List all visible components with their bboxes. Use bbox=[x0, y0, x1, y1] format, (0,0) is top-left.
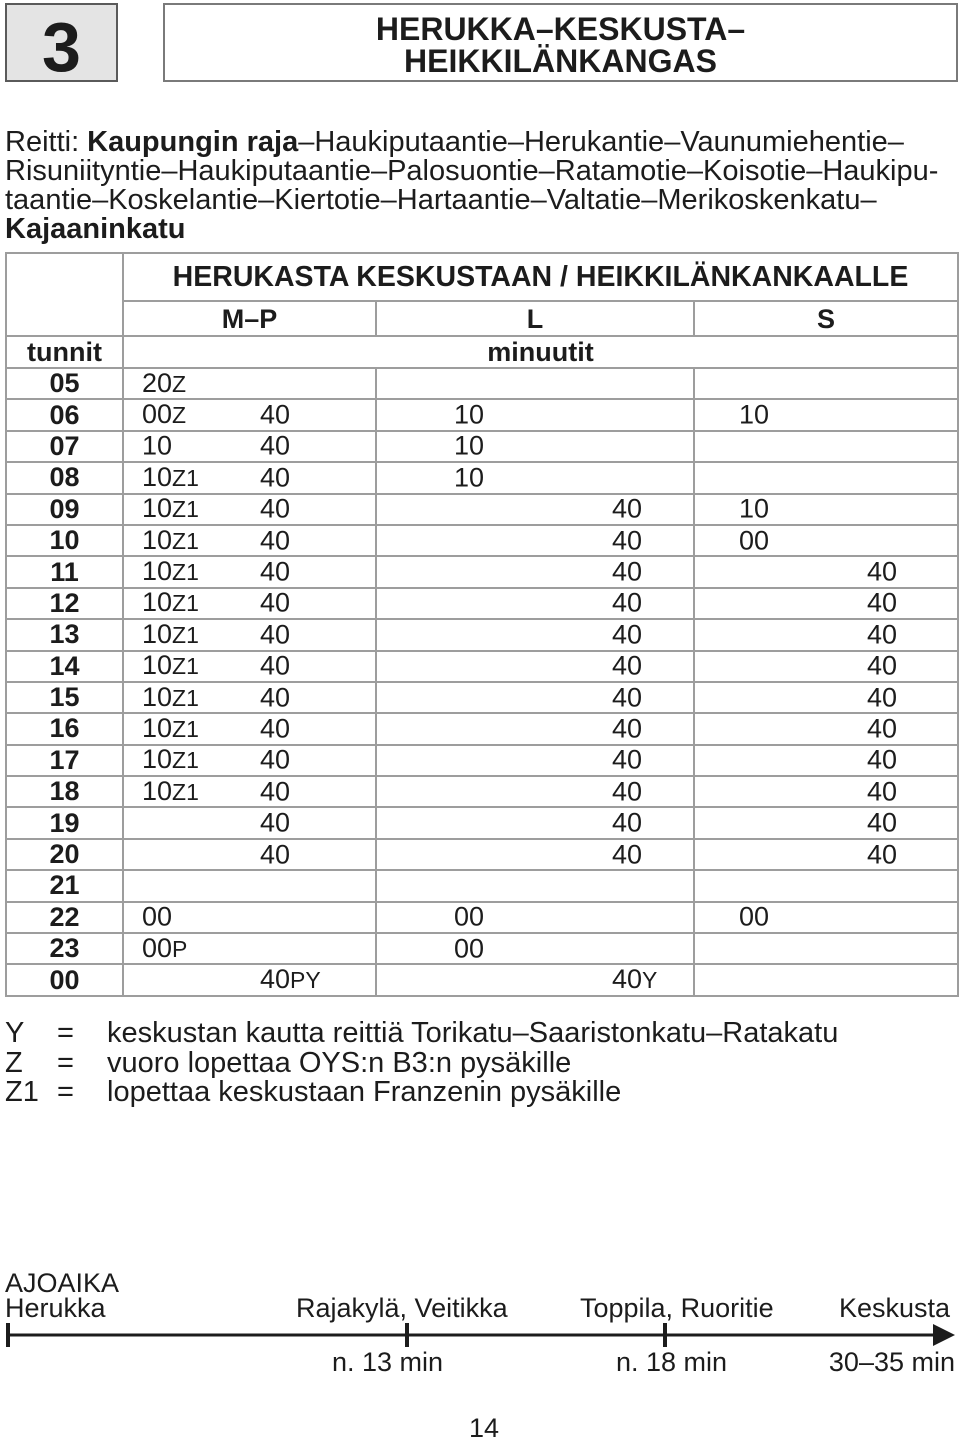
departure-minute bbox=[612, 556, 643, 587]
route-number: 3 bbox=[42, 8, 81, 82]
mp-minutes-cell bbox=[123, 902, 376, 933]
s-minutes-cell bbox=[694, 964, 958, 995]
minute-value: 40 bbox=[612, 807, 643, 838]
departure-minute bbox=[260, 684, 290, 711]
stop-label-keskusta: Keskusta bbox=[838, 1293, 950, 1323]
departure-minute bbox=[142, 589, 199, 617]
hour-cell: 00 bbox=[6, 964, 123, 995]
mp-minutes-cell bbox=[123, 776, 376, 807]
note-suffix: Z1 bbox=[172, 559, 199, 586]
l-minutes-cell bbox=[376, 902, 694, 933]
hour-cell: 10 bbox=[6, 525, 123, 556]
departure-minute bbox=[260, 650, 291, 681]
timetable-row bbox=[6, 651, 958, 682]
departure-minute bbox=[867, 587, 898, 618]
departure-minute bbox=[260, 587, 291, 618]
timetable-row bbox=[6, 399, 958, 430]
l-minutes-cell bbox=[376, 462, 694, 493]
travel-time-2: n. 18 min bbox=[616, 1347, 728, 1377]
mp-minutes-cell bbox=[123, 870, 376, 901]
mp-minutes-cell bbox=[123, 556, 376, 587]
hour-cell: 14 bbox=[6, 651, 123, 682]
hour-cell: 16 bbox=[6, 713, 123, 744]
departure-minute bbox=[612, 966, 657, 994]
minute-value: 10 bbox=[142, 587, 173, 618]
departure-minute bbox=[142, 681, 199, 712]
mp-minutes-cell bbox=[123, 807, 376, 838]
minute-value: 10 bbox=[454, 399, 485, 430]
timetable-row bbox=[6, 556, 958, 587]
minute-value: 10 bbox=[142, 618, 173, 649]
minute-value: 10 bbox=[142, 775, 173, 806]
hour-cell: 12 bbox=[6, 588, 123, 619]
l-minutes-cell bbox=[376, 588, 694, 619]
mp-minutes-cell bbox=[123, 399, 376, 430]
minute-value: 10 bbox=[739, 399, 770, 430]
s-minutes-cell bbox=[694, 368, 958, 399]
route-title-line-1: HERUKKA–KESKUSTA– bbox=[375, 10, 746, 47]
departure-minute bbox=[739, 493, 770, 524]
timetable-row bbox=[6, 839, 958, 870]
day-column-sunday: S bbox=[694, 301, 958, 336]
minute-value: 40 bbox=[260, 493, 291, 524]
route-label: Reitti: bbox=[5, 126, 80, 158]
minute-value: 40 bbox=[867, 713, 898, 744]
note-suffix: Z bbox=[172, 402, 187, 429]
departure-minute bbox=[142, 652, 199, 680]
minute-value: 40 bbox=[260, 619, 291, 650]
route-start-stop: Kaupungin raja bbox=[87, 126, 299, 158]
departure-minute bbox=[612, 587, 643, 618]
departure-minute bbox=[142, 401, 186, 429]
minute-value: 40 bbox=[260, 525, 291, 556]
mp-minutes-cell bbox=[123, 839, 376, 870]
timeline-arrowhead bbox=[933, 1324, 955, 1346]
departure-minute bbox=[142, 495, 199, 523]
departure-minute bbox=[454, 430, 485, 461]
departure-minute bbox=[454, 399, 485, 430]
departure-minute bbox=[867, 744, 898, 775]
note-suffix: Z1 bbox=[172, 684, 199, 711]
minute-value: 40 bbox=[612, 650, 643, 681]
departure-minute bbox=[142, 932, 188, 963]
legend-key: Z bbox=[5, 1046, 23, 1079]
minute-value: 10 bbox=[142, 681, 173, 712]
minute-value: 40 bbox=[612, 619, 643, 650]
minute-value: 40 bbox=[260, 399, 291, 430]
mp-minutes-cell bbox=[123, 619, 376, 650]
corner-cell bbox=[6, 253, 123, 336]
route-number-box bbox=[5, 3, 118, 82]
timetable-header bbox=[6, 253, 958, 368]
minute-value: 10 bbox=[739, 493, 770, 524]
l-minutes-cell bbox=[376, 525, 694, 556]
hour-cell: 18 bbox=[6, 776, 123, 807]
hour-cell: 21 bbox=[6, 870, 123, 901]
note-suffix: Z1 bbox=[172, 747, 199, 774]
timetable-row bbox=[6, 588, 958, 619]
minute-value: 40 bbox=[612, 493, 643, 524]
hour-cell: 08 bbox=[6, 462, 123, 493]
minute-value: 10 bbox=[454, 430, 485, 461]
departure-minute bbox=[142, 367, 187, 398]
minute-value: 40 bbox=[867, 744, 898, 775]
minute-value: 00 bbox=[142, 399, 173, 430]
day-column-weekdays: M–P bbox=[123, 301, 376, 336]
hour-cell: 19 bbox=[6, 807, 123, 838]
timetable-row bbox=[6, 933, 958, 964]
departure-minute bbox=[260, 715, 290, 742]
minute-value: 40 bbox=[612, 964, 643, 995]
s-minutes-cell bbox=[694, 839, 958, 870]
mp-minutes-cell bbox=[123, 651, 376, 682]
minute-value: 40 bbox=[867, 776, 898, 807]
s-minutes-cell bbox=[694, 807, 958, 838]
departure-minute bbox=[142, 524, 199, 555]
timetable-row bbox=[6, 619, 958, 650]
departure-minute bbox=[142, 618, 199, 649]
timetable-row bbox=[6, 462, 958, 493]
minute-value: 40 bbox=[260, 430, 291, 461]
s-minutes-cell bbox=[694, 588, 958, 619]
minutes-header: minuutit bbox=[123, 336, 958, 368]
departure-minute bbox=[612, 715, 642, 742]
minute-value: 00 bbox=[454, 901, 485, 932]
l-minutes-cell bbox=[376, 494, 694, 525]
timetable-row bbox=[6, 807, 958, 838]
timetable-row bbox=[6, 964, 958, 995]
route-line-3: taantie–Koskelantie–Kiertotie–Hartaantie–Valtatie–Merikoskenkatu– bbox=[5, 184, 877, 216]
l-minutes-cell bbox=[376, 619, 694, 650]
departure-minute bbox=[612, 493, 643, 524]
departure-minute bbox=[867, 621, 897, 648]
hour-cell: 09 bbox=[6, 494, 123, 525]
departure-minute bbox=[867, 650, 898, 681]
travel-time-line bbox=[0, 1315, 960, 1355]
mp-minutes-cell bbox=[123, 682, 376, 713]
hour-cell: 11 bbox=[6, 556, 123, 587]
departure-minute bbox=[739, 527, 769, 554]
minute-value: 00 bbox=[142, 932, 173, 963]
route-title-box bbox=[163, 3, 958, 82]
minute-value: 40 bbox=[867, 650, 898, 681]
departure-minute bbox=[454, 464, 484, 491]
minute-value: 40 bbox=[260, 713, 291, 744]
mp-minutes-cell bbox=[123, 964, 376, 995]
s-minutes-cell bbox=[694, 870, 958, 901]
departure-minute bbox=[142, 712, 199, 743]
l-minutes-cell bbox=[376, 682, 694, 713]
minute-value: 40 bbox=[612, 525, 643, 556]
departure-minute bbox=[260, 807, 291, 838]
note-suffix: PY bbox=[290, 967, 321, 994]
l-minutes-cell bbox=[376, 776, 694, 807]
timetable-row bbox=[6, 431, 958, 462]
departure-minute bbox=[867, 841, 897, 868]
departure-minute bbox=[260, 493, 291, 524]
s-minutes-cell bbox=[694, 494, 958, 525]
s-minutes-cell bbox=[694, 525, 958, 556]
timetable-row bbox=[6, 776, 958, 807]
hour-cell: 17 bbox=[6, 745, 123, 776]
legend-item bbox=[5, 1078, 955, 1108]
note-suffix: Z1 bbox=[172, 653, 199, 680]
minute-value: 40 bbox=[260, 587, 291, 618]
l-minutes-cell bbox=[376, 713, 694, 744]
departure-minute bbox=[260, 778, 290, 805]
minute-value: 40 bbox=[260, 556, 291, 587]
departure-minute bbox=[612, 650, 643, 681]
timetable-row bbox=[6, 902, 958, 933]
s-minutes-cell bbox=[694, 713, 958, 744]
departure-minute bbox=[612, 744, 643, 775]
departure-minute bbox=[142, 901, 173, 932]
s-minutes-cell bbox=[694, 933, 958, 964]
minute-value: 40 bbox=[867, 807, 898, 838]
l-minutes-cell bbox=[376, 807, 694, 838]
departure-minute bbox=[867, 556, 898, 587]
legend-key: Y bbox=[5, 1017, 25, 1049]
s-minutes-cell bbox=[694, 619, 958, 650]
note-suffix: Z1 bbox=[172, 496, 199, 523]
departure-minute bbox=[142, 558, 199, 586]
departure-minute bbox=[612, 841, 642, 868]
stop-label-rajakyla: Rajakylä, Veitikka bbox=[296, 1293, 508, 1323]
travel-time-1: n. 13 min bbox=[332, 1347, 444, 1377]
travel-time-title: AJOAIKA bbox=[5, 1268, 120, 1298]
departure-minute bbox=[260, 556, 291, 587]
mp-minutes-cell bbox=[123, 525, 376, 556]
departure-minute bbox=[867, 684, 897, 711]
l-minutes-cell bbox=[376, 933, 694, 964]
departure-minute bbox=[260, 621, 290, 648]
note-suffix: Z1 bbox=[172, 527, 199, 554]
minute-value: 40 bbox=[260, 776, 291, 807]
route-line-2: Risuniityntie–Haukiputaantie–Palosuontie–Ratamotie–Koisotie–Haukipu- bbox=[5, 155, 939, 187]
minute-value: 40 bbox=[612, 776, 643, 807]
minute-value: 00 bbox=[739, 525, 770, 556]
departure-minute bbox=[612, 621, 642, 648]
minute-value: 40 bbox=[260, 650, 291, 681]
departure-minute bbox=[260, 464, 290, 491]
mp-minutes-cell bbox=[123, 588, 376, 619]
note-suffix: P bbox=[172, 935, 188, 962]
departure-minute bbox=[867, 807, 898, 838]
minute-value: 40 bbox=[612, 713, 643, 744]
departure-minute bbox=[260, 966, 321, 994]
minute-value: 40 bbox=[260, 839, 291, 870]
timetable-row bbox=[6, 870, 958, 901]
minute-value: 10 bbox=[142, 712, 173, 743]
l-minutes-cell bbox=[376, 870, 694, 901]
minute-value: 40 bbox=[612, 839, 643, 870]
page-number: 14 bbox=[469, 1413, 500, 1443]
route-end-stop: Kajaaninkatu bbox=[5, 213, 186, 245]
timetable-row bbox=[6, 368, 958, 399]
departure-minute bbox=[260, 399, 291, 430]
timetable-row bbox=[6, 525, 958, 556]
s-minutes-cell bbox=[694, 651, 958, 682]
departure-minute bbox=[612, 778, 642, 805]
minute-value: 40 bbox=[612, 682, 643, 713]
timetable-row bbox=[6, 713, 958, 744]
minute-value: 40 bbox=[260, 462, 291, 493]
minute-value: 40 bbox=[260, 744, 291, 775]
departure-minute bbox=[260, 430, 291, 461]
note-suffix: Z1 bbox=[172, 778, 199, 805]
note-suffix: Z1 bbox=[172, 621, 199, 648]
minute-value: 40 bbox=[260, 807, 291, 838]
minute-value: 40 bbox=[612, 556, 643, 587]
hour-cell: 15 bbox=[6, 682, 123, 713]
departure-minute bbox=[260, 841, 290, 868]
minute-value: 40 bbox=[867, 556, 898, 587]
route-line-4 bbox=[5, 215, 186, 244]
minute-value: 40 bbox=[612, 744, 643, 775]
legend-separator: = bbox=[57, 1046, 74, 1079]
minute-value: 10 bbox=[142, 430, 173, 461]
minute-value: 40 bbox=[867, 587, 898, 618]
s-minutes-cell bbox=[694, 776, 958, 807]
departure-minute bbox=[867, 778, 897, 805]
legend-item bbox=[5, 1046, 955, 1079]
minute-value: 40 bbox=[867, 619, 898, 650]
legend-separator: = bbox=[57, 1076, 74, 1108]
note-suffix: Z1 bbox=[172, 590, 199, 617]
departure-minute bbox=[260, 744, 291, 775]
hour-cell: 07 bbox=[6, 431, 123, 462]
l-minutes-cell bbox=[376, 839, 694, 870]
departure-minute bbox=[867, 715, 897, 742]
l-minutes-cell bbox=[376, 964, 694, 995]
mp-minutes-cell bbox=[123, 431, 376, 462]
legend-key: Z1 bbox=[5, 1076, 39, 1108]
legend-item bbox=[5, 1019, 955, 1049]
timetable-row bbox=[6, 494, 958, 525]
travel-time-3: 30–35 min bbox=[828, 1347, 955, 1377]
minute-value: 40 bbox=[867, 839, 898, 870]
route-title-line-2: HEIKKILÄNKANGAS bbox=[404, 42, 717, 79]
minute-value: 10 bbox=[142, 493, 173, 524]
note-suffix: Y bbox=[642, 967, 658, 994]
legend-separator: = bbox=[57, 1017, 74, 1049]
minute-value: 10 bbox=[142, 650, 173, 681]
s-minutes-cell bbox=[694, 462, 958, 493]
mp-minutes-cell bbox=[123, 745, 376, 776]
departure-minute bbox=[260, 527, 290, 554]
legend-text: keskustan kautta reittiä Torikatu–Saaristonkatu–Ratakatu bbox=[107, 1017, 839, 1049]
timetable-row bbox=[6, 745, 958, 776]
minute-value: 10 bbox=[142, 556, 173, 587]
hour-cell: 20 bbox=[6, 839, 123, 870]
hour-cell: 22 bbox=[6, 902, 123, 933]
departure-minute bbox=[454, 901, 485, 932]
minute-value: 10 bbox=[142, 524, 173, 555]
legend bbox=[5, 1019, 955, 1108]
departure-minute bbox=[612, 807, 643, 838]
minute-value: 20 bbox=[142, 367, 173, 398]
minute-value: 40 bbox=[612, 587, 643, 618]
l-minutes-cell bbox=[376, 651, 694, 682]
s-minutes-cell bbox=[694, 745, 958, 776]
departure-minute bbox=[142, 746, 199, 774]
note-suffix: Z1 bbox=[172, 464, 199, 491]
l-minutes-cell bbox=[376, 368, 694, 399]
note-suffix: Z1 bbox=[172, 715, 199, 742]
l-minutes-cell bbox=[376, 399, 694, 430]
mp-minutes-cell bbox=[123, 494, 376, 525]
departure-minute bbox=[739, 901, 770, 932]
s-minutes-cell bbox=[694, 902, 958, 933]
minute-value: 10 bbox=[142, 744, 173, 775]
departure-minute bbox=[142, 775, 199, 806]
s-minutes-cell bbox=[694, 399, 958, 430]
timetable-header-row bbox=[6, 253, 958, 301]
minute-value: 00 bbox=[739, 901, 770, 932]
route-line-1-rest: –Haukiputaantie–Herukantie–Vaunumiehentie– bbox=[298, 126, 904, 158]
legend-text: vuoro lopettaa OYS:n B3:n pysäkille bbox=[107, 1046, 572, 1079]
hour-cell: 13 bbox=[6, 619, 123, 650]
l-minutes-cell bbox=[376, 431, 694, 462]
departure-minute bbox=[612, 527, 642, 554]
departure-minute bbox=[142, 461, 199, 492]
timetable bbox=[5, 252, 959, 997]
day-column-saturday: L bbox=[376, 301, 694, 336]
hour-cell: 06 bbox=[6, 399, 123, 430]
timetable-row bbox=[6, 682, 958, 713]
s-minutes-cell bbox=[694, 682, 958, 713]
stop-label-toppila: Toppila, Ruoritie bbox=[580, 1293, 774, 1323]
mp-minutes-cell bbox=[123, 368, 376, 399]
note-suffix: Z bbox=[172, 370, 187, 397]
l-minutes-cell bbox=[376, 556, 694, 587]
s-minutes-cell bbox=[694, 556, 958, 587]
departure-minute bbox=[739, 399, 770, 430]
hour-cell: 23 bbox=[6, 933, 123, 964]
minute-value: 40 bbox=[260, 682, 291, 713]
hour-cell: 05 bbox=[6, 368, 123, 399]
timetable-body bbox=[6, 368, 958, 996]
minute-value: 10 bbox=[454, 462, 485, 493]
legend-text: lopettaa keskustaan Franzenin pysäkille bbox=[107, 1076, 622, 1108]
mp-minutes-cell bbox=[123, 462, 376, 493]
mp-minutes-cell bbox=[123, 933, 376, 964]
hours-header: tunnit bbox=[6, 336, 123, 368]
minute-value: 10 bbox=[142, 461, 173, 492]
departure-minute bbox=[454, 935, 484, 962]
minute-value: 00 bbox=[142, 901, 173, 932]
minute-value: 00 bbox=[454, 933, 485, 964]
day-columns-row bbox=[6, 301, 958, 336]
minute-value: 40 bbox=[260, 964, 291, 995]
direction-title: HERUKASTA KESKUSTAAN / HEIKKILÄNKANKAALLE bbox=[123, 253, 958, 301]
stop-label-herukka: Herukka bbox=[5, 1293, 106, 1323]
departure-minute bbox=[612, 684, 642, 711]
mp-minutes-cell bbox=[123, 713, 376, 744]
minute-value: 40 bbox=[867, 682, 898, 713]
s-minutes-cell bbox=[694, 431, 958, 462]
departure-minute bbox=[142, 430, 173, 461]
units-row bbox=[6, 336, 958, 368]
route-line-1 bbox=[5, 128, 904, 157]
l-minutes-cell bbox=[376, 745, 694, 776]
